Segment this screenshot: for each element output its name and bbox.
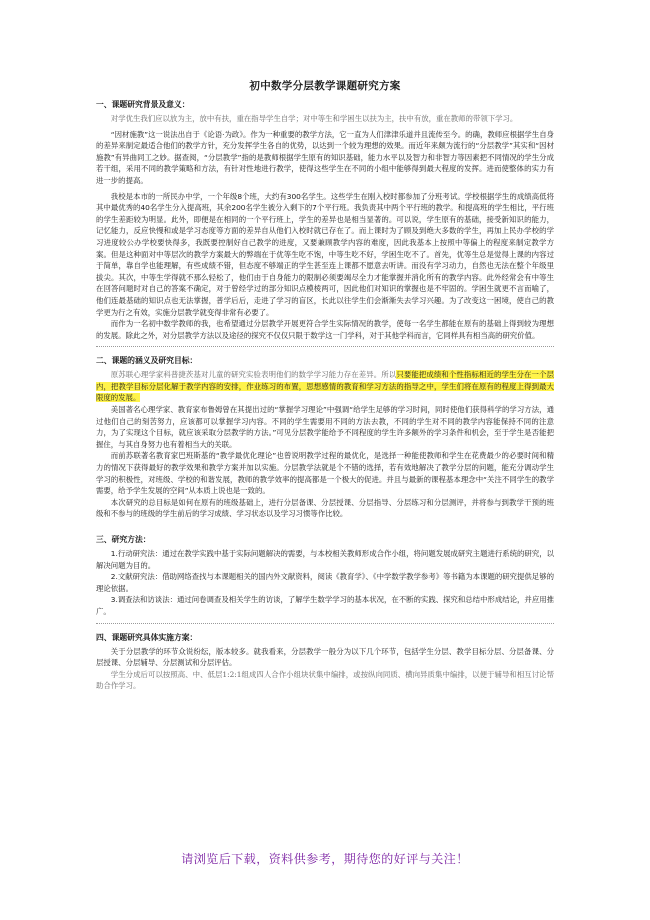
method-literature-research: 2.文献研究法：借助网络查找与本课题相关的国内外文献资料，阅读《教育学》、《中学数学教学参考》等书籍为本课题的研究提供足够的理论依据。 xyxy=(96,572,554,593)
method-action-research: 1.行动研究法：通过在教学实践中基于实际问题解决的需要，与本校相关教师形成合作小组，将问题发展成研究主题进行系统的研究，以解决问题为目的。 xyxy=(96,549,554,570)
section-1-paragraph-3: 我校是本市的一所民办中学，一个年级8个班，大约有300名学生。这些学生在刚入校时都参加了分班考试。学校根据学生的成绩高低将其中最优秀的40名学生分入提高班，其余200名学生被分入剩下的7个平行班。我负责其中两个平行班的教学。和提高班的学生相比，平行班的学生差距较为明显。此外，即便是在相同的一个平行班上，学生的差异也是相当显著的。可以说，学生原有的基础，接受新知识的能力，记忆能力，反应快慢和或是学习态度等方面的差异自从他们入校时就已存在了。而上课时为了顾及到绝大多数的学生，再加上民办学校的学习进度较公办学校要快得多，我既要控制好自己教学的进度，又要兼顾教学内容的难度，因此我基本上按照中等偏上的程度来制定教学方案。但是这种面对中等层次的教学方案最大的弊端在于优等生吃不饱，中等生吃不好，学困生吃不了。首先，优等生总是觉得上课的内容过于简单，靠自学也能理解，有些成绩不错，但态度不够端正的学生甚至连上课都不愿意去听讲。而没有学习动力，自然也无法在整个年级里拔尖。其次，中等生学得就不那么轻松了，他们由于自身能力的限制必须要竭尽全力才能掌握并消化所有的教学内容。此外经常会有中等生在回答问题时对自己的答案不确定，对于曾经学过的部分知识点模棱两可，因此他们对知识的掌握也是不牢固的。学困生就更不言而喻了，他们连最基础的知识点也无法掌握，普学后后，走进了学习的盲区，长此以往学生们会渐渐失去学习兴趣。为了改变这一困境，使自己的教学更为行之有效，实施分层教学就变得非常有必要了。 xyxy=(96,191,554,317)
section-2-heading: 二、课题的涵义及研究目标： xyxy=(96,356,198,366)
section-1-paragraph-4: 而作为一名初中数学教师的我，也希望通过分层教学开展更符合学生实际情况的教学，使每一名学生都能在原有的基础上得到较为理想的发展。除此之外，对分层教学方法以及途径的探究不仅仅只限于数学这一门学科，对于其他学科而言，它同样具有相当高的研究价值。 xyxy=(96,319,554,340)
section-1-heading: 一、课题研究背景及意义： xyxy=(96,100,190,109)
highlighted-text: 只要能把成绩和个性指标相近的学生分在一个层内，把教学目标分层化解于教学内容的安排，作业练习的布置，思想感情的教育和学习方法的指导之中，学生们将在原有的程度上得到最大限度的发展。 xyxy=(96,370,554,403)
section-2-paragraph-3: 而前苏联著名教育家巴班斯基的“教学最优化理论”也曾说明教学过程的最优化，是选择一种能使教师和学生在花费最少的必要时间和精力的情况下获得最好的教学效果和教学方案并加以实施。分层教学法就是个不错的选择，若有效地解决了教学分层的问题，能充分调动学生学习的积极性，对班级、学校的和谐发展，教师的教学效率的提高都是一个极大的促进。并且与最新的课程基本理念中“关注不同学生的教学需要，给予学生发展的空间”从本质上说也是一致的。 xyxy=(96,451,554,496)
section-2-paragraph-1-lead: 原苏联心理学家科普捷茨基对儿童的研究实验表明他们的数学学习能力存在差异。所以 xyxy=(110,370,397,380)
footer-notice: 请浏览后下载，资料供参考，期待您的好评与关注！ xyxy=(181,852,469,866)
document-page xyxy=(96,78,554,692)
section-1-paragraph-2: “因材施教”这一说法出自于《论语·为政》。作为一种重要的教学方法，它一直为人们津津乐道并且流传至今。的确，教师应根据学生自身的差异来制定最适合他们的教学方针，充分发挥学生各自的优势，以达到一个较为理想的效果。而近年来颇为流行的“分层教学”其实和“因材施教”有异曲同工之妙。据查阅，“分层教学”指的是教师根据学生原有的知识基础，能力水平以及智力和非智力等因素把不同情况的学生分成若干组，采用不同的教学策略和方法，有针对性地进行教学，使得这些学生在不同的小组中能够得到最大程度的发挥。进而使整体的实力有进一步的提高。 xyxy=(96,129,554,185)
section-2-paragraph-4: 本次研究的总目标是如何在原有的班级基础上，进行分层备课、分层授课、分层指导、分层练习和分层测评，并将参与到教学干预的班级和不参与的班级的学生前后的学习成绩、学习状态以及学习习惯等作比较。 xyxy=(96,497,554,519)
section-1-paragraph-1: 对学优生我们应以放为主，放中有扶，重在指导学生自学；对中等生和学困生以扶为主，扶中有放，重在教师的带领下学习。 xyxy=(110,114,518,123)
section-divider xyxy=(96,346,554,347)
section-2-paragraph-1 xyxy=(96,369,554,404)
section-divider xyxy=(96,623,554,624)
section-4-heading: 四、课题研究具体实施方案： xyxy=(96,632,198,642)
document-title: 初中数学分层教学课题研究方案 xyxy=(249,80,401,92)
section-3-heading: 三、研究方法： xyxy=(96,535,151,544)
section-4-paragraph-1: 关于分层教学的环节众说纷纭，版本较多。就我看来，分层教学一般分为以下几个环节，包括学生分层、教学目标分层、分层备课、分层授课、分层辅导、分层测试和分层评估。 xyxy=(96,646,554,668)
section-2-paragraph-2: 美国著名心理学家、教育家布鲁姆曾在其提出过的“掌握学习理论”中强调“给学生足够的学习时间，同时使他们获得科学的学习方法，通过他们自己的刻苦努力，应该都可以掌握学习内容。不同的学生需要用不同的方法去教，不同的学生对不同的教学内容能保持不同的注意力，为了实现这个目标，就应该采取分层教学的方法。”可见分层教学能给予不同程度的学生许多额外的学习条件和机会，至于学生是否能把握住，与其自身努力也有着相当大的关联。 xyxy=(96,405,554,449)
section-4-paragraph-2: 学生分成后可以按照高、中、低层1:2:1组成四人合作小组块状集中编排，或按纵向同质、横向异质集中编排，以便于辅导和相互讨论帮助合作学习。 xyxy=(96,669,554,691)
method-survey-interview: 3.调查法和访谈法：通过问卷调查及相关学生的访谈，了解学生数学学习的基本状况，在不断的实践、探究和总结中形成结论，并应用推广。 xyxy=(96,595,554,616)
